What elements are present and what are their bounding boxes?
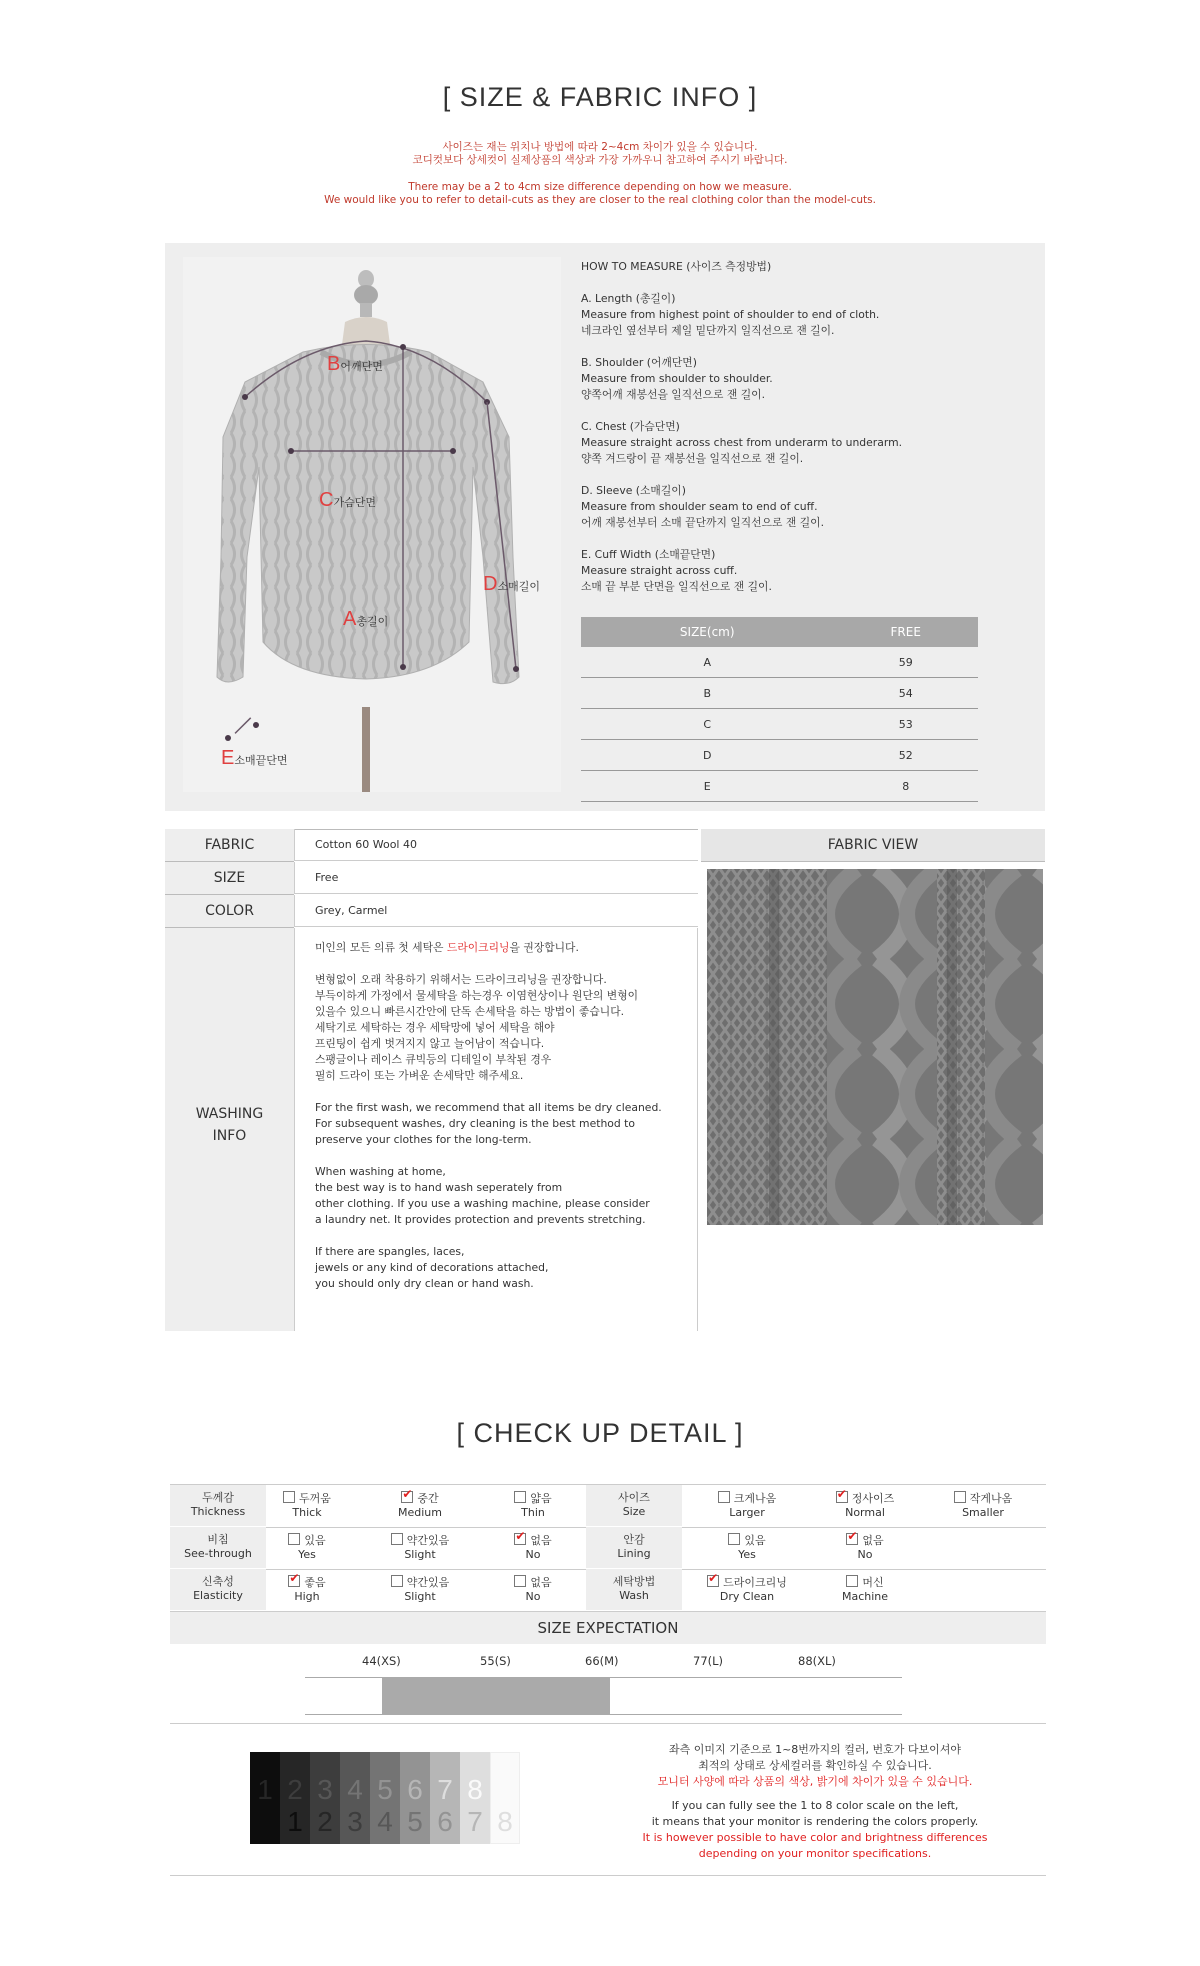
fabric-label: FABRIC	[165, 829, 294, 862]
checkbox-icon[interactable]	[391, 1533, 403, 1545]
measure-panel	[165, 243, 1045, 811]
checkbox-icon[interactable]	[391, 1575, 403, 1587]
option-smaller[interactable]: 작게나옴 Smaller	[928, 1491, 1038, 1520]
check-label-lining: 안감 Lining	[586, 1527, 682, 1568]
scale-number: 3	[347, 1806, 363, 1837]
size-expectation-label: SIZE EXPECTATION	[170, 1612, 1046, 1644]
size-value: Free	[294, 862, 698, 894]
washing-first-line: 미인의 모든 의류 첫 세탁은 드라이크리닝을 권장합니다.	[315, 941, 579, 954]
how-to-measure-text: HOW TO MEASURE (사이즈 측정방법) A. Length (총길이) Measure from highest point of shoulder to end of cloth. 네크라인 옆선부터 제일 밑단까지 일직선으로 잰 길이. B. Shoulder (어깨단면) Measure from shoulder to shoulder. 양쪽어깨 재봉선을 일직선으로 잰 길이. C. Chest (가슴단면) Measure straight across chest from underarm to underarm. 양쪽 겨드랑이 끝 재봉선을 일직선으로 잰 길이. D. Sleeve (소매길이) Measure from shoulder seam to end of cuff. 어깨 재봉선부터 소매 끝단까지 일직선으로 잰 길이. E. Cuff Width (소매끝단면) Measure straight across cuff. 소매 끝 부분 단면을 일직선으로 잰 길이.	[581, 260, 903, 593]
check-label-wash: 세탁방법 Wash	[586, 1569, 682, 1610]
washing-body-text: 변형없이 오래 착용하기 위해서는 드라이크리닝을 권장합니다. 부득이하게 가정에서 물세탁을 하는경우 이염현상이나 원단의 변형이 있을수 있으니 빠른시간안에 단독 손세탁을 하는 방법이 좋습니다. 세탁기로 세탁하는 경우 세탁망에 넣어 세탁을 해야 프린팅이 쉽게 벗겨지지 않고 늘어남이 적습니다. 스팽글이나 레이스 큐빅등의 디테일이 부착된 경우 필히 드라이 또는 가벼운 손세탁만 해주세요. For the first wash, we recommend that all items be dry cleaned. For subsequent washes, dry cleaning is the best method to preserve your clothes for the long-term. When washing at home, the best way is to hand wash seperately from other clothing. If you use a washing machine, please consider a laundry net. It provides protection and prevents stretching. If there are spangles, laces, jewels or any kind of decorations attached, you should only dry clean or hand wash.	[315, 973, 662, 1290]
checkbox-checked-icon[interactable]	[846, 1533, 858, 1545]
option-medium[interactable]: ✔중간 Medium	[365, 1491, 475, 1520]
size-table-header	[581, 617, 978, 647]
size-expectation-fill	[382, 1678, 610, 1714]
checkbox-icon[interactable]	[728, 1533, 740, 1545]
table-row: E 8	[581, 771, 978, 802]
option-lining-no[interactable]: ✔없음 No	[810, 1533, 920, 1562]
color-note-en-1: If you can fully see the 1 to 8 color scale on the left,	[671, 1799, 959, 1812]
size-expect-l: 77(L)	[693, 1654, 724, 1668]
checkbox-icon[interactable]	[514, 1575, 526, 1587]
measure-label-e: E소매끝단면	[221, 747, 288, 769]
scale-number: 4	[347, 1774, 363, 1805]
scale-number: 6	[407, 1774, 423, 1805]
scale-number: 1	[287, 1806, 303, 1837]
checkbox-icon[interactable]	[283, 1491, 295, 1503]
table-row: B 54	[581, 678, 978, 709]
checkbox-icon[interactable]	[954, 1491, 966, 1503]
table-row: A 59	[581, 647, 978, 678]
color-note-ko-1: 좌측 이미지 기준으로 1~8번까지의 컬러, 번호가 다보이셔야	[668, 1743, 962, 1756]
scale-number: 8	[497, 1806, 513, 1837]
scale-number: 4	[377, 1806, 393, 1837]
fabric-info-section	[165, 829, 1045, 1331]
checkbox-checked-icon[interactable]	[514, 1533, 526, 1545]
color-note-en-red-1: It is however possible to have color and brightness differences	[642, 1831, 988, 1844]
scale-number: 2	[317, 1806, 333, 1837]
divider	[170, 1723, 1046, 1724]
washing-label: WASHING INFO	[165, 928, 294, 1331]
color-note-ko-2: 최적의 상태로 상세컬러를 확인하실 수 있습니다.	[698, 1759, 932, 1772]
washing-value	[294, 928, 698, 1331]
option-thin[interactable]: 얇음 Thin	[478, 1491, 588, 1520]
checkbox-icon[interactable]	[514, 1491, 526, 1503]
scale-number: 7	[467, 1806, 483, 1837]
option-elastic-no[interactable]: 없음 No	[478, 1575, 588, 1604]
option-lining-yes[interactable]: 있음 Yes	[692, 1533, 802, 1562]
fabric-knit-pattern	[707, 869, 1043, 1225]
size-table	[581, 617, 978, 802]
option-dry-clean[interactable]: ✔드라이크리닝 Dry Clean	[692, 1575, 802, 1604]
scale-number: 2	[287, 1774, 303, 1805]
divider	[170, 1875, 1046, 1876]
checkbox-checked-icon[interactable]	[836, 1491, 848, 1503]
size-note-en-2: We would like you to refer to detail-cuts as they are closer to the real clothing color than the model-cuts.	[324, 194, 876, 206]
section-title-check-up: [ CHECK UP DETAIL ]	[456, 1418, 744, 1448]
size-note-en-1: There may be a 2 to 4cm size difference depending on how we measure.	[408, 181, 792, 193]
color-scale	[250, 1752, 522, 1844]
size-expect-xs: 44(XS)	[362, 1654, 401, 1668]
option-thick[interactable]: 두꺼움 Thick	[252, 1491, 362, 1520]
scale-number: 6	[437, 1806, 453, 1837]
check-label-elasticity: 신축성 Elasticity	[170, 1569, 266, 1610]
checkbox-icon[interactable]	[718, 1491, 730, 1503]
check-label-see-through: 비침 See-through	[170, 1527, 266, 1568]
size-table-col-free: FREE	[833, 617, 978, 647]
fabric-texture-image	[707, 869, 1043, 1225]
check-label-size: 사이즈 Size	[586, 1485, 682, 1526]
color-label: COLOR	[165, 895, 294, 928]
check-label-thickness: 두께감 Thickness	[170, 1485, 266, 1526]
check-row-seethrough-lining	[170, 1527, 1046, 1570]
size-expect-m: 66(M)	[585, 1654, 619, 1668]
color-value: Grey, Carmel	[294, 895, 698, 927]
size-table-col-size: SIZE(cm)	[581, 617, 833, 647]
scale-number: 5	[407, 1806, 423, 1837]
sweater-measure-image	[183, 257, 561, 792]
size-expect-xl: 88(XL)	[798, 1654, 836, 1668]
option-normal[interactable]: ✔정사이즈 Normal	[810, 1491, 920, 1520]
fabric-view-label: FABRIC VIEW	[701, 829, 1045, 862]
check-row-elasticity-wash	[170, 1569, 1046, 1612]
color-note-en-red-2: depending on your monitor specifications.	[698, 1847, 932, 1860]
measure-label-b: B어깨단면	[327, 353, 383, 375]
scale-number: 7	[437, 1774, 453, 1805]
checkbox-checked-icon[interactable]	[288, 1575, 300, 1587]
fabric-value: Cotton 60 Wool 40	[294, 829, 698, 861]
color-note-en-2: it means that your monitor is rendering the colors properly.	[651, 1815, 979, 1828]
size-expect-s: 55(S)	[480, 1654, 511, 1668]
scale-number: 5	[377, 1774, 393, 1805]
measure-label-d: D소매길이	[483, 573, 540, 595]
option-see-yes[interactable]: 있음 Yes	[252, 1533, 362, 1562]
size-note-ko-2: 코디컷보다 상세컷이 실제상품의 색상과 가장 가까우니 참고하여 주시기 바랍니다.	[412, 154, 788, 166]
size-label: SIZE	[165, 862, 294, 895]
option-see-no[interactable]: ✔없음 No	[478, 1533, 588, 1562]
option-larger[interactable]: 크게나옴 Larger	[692, 1491, 802, 1520]
section-title-size-fabric: [ SIZE & FABRIC INFO ]	[442, 82, 758, 112]
check-row-thickness-size	[170, 1485, 1046, 1528]
scale-number: 3	[317, 1774, 333, 1805]
option-machine[interactable]: 머신 Machine	[841, 1576, 889, 1603]
color-note-ko-red: 모니터 사양에 따라 상품의 색상, 밝기에 차이가 있을 수 있습니다.	[657, 1775, 973, 1788]
measure-label-c: C가슴단면	[319, 489, 376, 511]
scale-number: 8	[467, 1774, 483, 1805]
check-up-grid	[170, 1484, 1046, 1611]
checkbox-icon[interactable]	[846, 1575, 858, 1587]
sweater-diagram	[183, 257, 561, 792]
scale-number: 1	[257, 1774, 273, 1805]
size-note-ko-1: 사이즈는 재는 위치나 방법에 따라 2~4cm 차이가 있을 수 있습니다.	[442, 141, 758, 153]
option-see-slight[interactable]: 약간있음 Slight	[365, 1533, 475, 1562]
option-elastic-high[interactable]: ✔좋음 High	[252, 1575, 362, 1604]
table-row: C 53	[581, 709, 978, 740]
checkbox-icon[interactable]	[288, 1533, 300, 1545]
option-elastic-slight[interactable]: 약간있음 Slight	[365, 1575, 475, 1604]
checkbox-checked-icon[interactable]	[401, 1491, 413, 1503]
table-row: D 52	[581, 740, 978, 771]
measure-label-a: A총길이	[343, 608, 389, 630]
checkbox-checked-icon[interactable]	[707, 1575, 719, 1587]
size-expectation-bar	[305, 1677, 902, 1715]
